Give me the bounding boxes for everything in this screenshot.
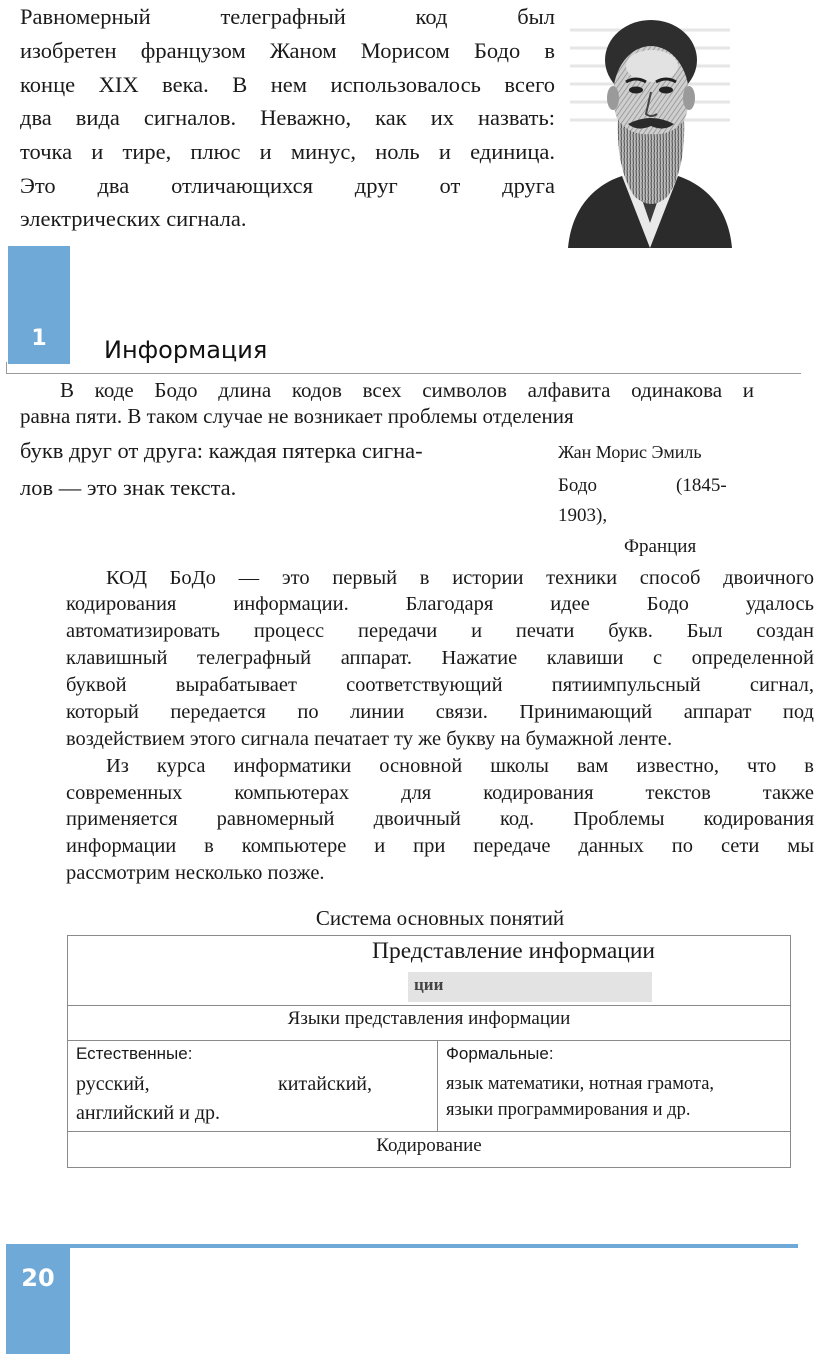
chapter-number: 1	[31, 326, 47, 351]
baudot-line: равна пяти. В таком случае не возникает проблемы отделения	[20, 404, 574, 428]
chapter-divider-tick	[6, 362, 7, 374]
intro-line: изобретен французом Жаном Морисом Бодо в	[20, 38, 555, 63]
concepts-header: Представление информации	[372, 938, 656, 964]
page-number-tab	[6, 1244, 70, 1354]
caption-surname: Бодо	[558, 475, 598, 496]
paragraph-line: применяется равномерный двоичный код. Проблемы кодирования	[66, 808, 814, 830]
paragraph-line: который передается по линии связи. Принимающий аппарат под	[66, 701, 814, 723]
paragraph-line: КОД БоДо — это первый в истории техники способ двоичного	[106, 567, 814, 589]
intro-line: конце XIX века. В нем использовалось всего	[20, 72, 555, 97]
portrait-image	[560, 8, 740, 248]
paragraph-line: информации в компьютере и при передаче данных по сети мы	[66, 835, 814, 857]
chapter-title: Информация	[104, 336, 268, 364]
intro-line: два вида сигналов. Неважно, как их назвать:	[20, 105, 555, 130]
languages-row: Языки представления информации	[287, 1008, 571, 1029]
formal-item: языки программирования и др.	[446, 1100, 691, 1120]
header-fragment: ции	[414, 975, 444, 994]
intro-line: точка и тире, плюс и минус, ноль и единица.	[20, 139, 555, 164]
paragraph-line: автоматизировать процесс передачи и печати букв. Был создан	[66, 620, 814, 642]
table-divider	[68, 1131, 790, 1132]
table-divider	[68, 1005, 790, 1006]
concepts-title: Система основных понятий	[315, 906, 565, 930]
header-fragment-box	[408, 972, 652, 1002]
page-number: 20	[21, 1264, 55, 1292]
intro-line: электрических сигнала.	[20, 206, 247, 231]
concepts-table	[67, 935, 791, 1168]
coding-row: Кодирование	[376, 1135, 482, 1156]
paragraph-line: Из курса информатики основной школы вам известно, что в	[106, 755, 814, 777]
intro-line: Равномерный телеграфный код был	[20, 4, 555, 29]
formal-label: Формальные:	[446, 1044, 554, 1063]
intro-line: Это два отличающихся друг от друга	[20, 173, 555, 198]
table-column-divider	[437, 1040, 438, 1131]
chapter-divider	[6, 373, 801, 374]
baudot-line: В коде Бодо длина кодов всех символов алфавита одинакова и	[60, 378, 754, 402]
paragraph-line: воздействием этого сигнала печатает ту же букву на бумажной ленте.	[66, 728, 673, 750]
natural-item: китайский,	[278, 1073, 372, 1095]
paragraph-line: клавишный телеграфный аппарат. Нажатие клавиши с определенной	[66, 647, 814, 669]
paragraph-line: рассмотрим несколько позже.	[66, 862, 325, 884]
paragraph-line: современных компьютерах для кодирования текстов также	[66, 782, 814, 804]
natural-item: русский,	[76, 1073, 150, 1095]
baudot-line: букв друг от друга: каждая пятерка сигна-	[20, 438, 423, 463]
formal-item: язык математики, нотная грамота,	[446, 1074, 715, 1094]
natural-item: английский и др.	[76, 1102, 221, 1124]
paragraph-line: буквой вырабатывает соответствующий пятиимпульсный сигнал,	[66, 674, 814, 696]
caption-country: Франция	[624, 536, 697, 557]
caption-years-end: 1903),	[558, 505, 608, 526]
caption-years-start: (1845-	[676, 475, 727, 496]
paragraph-line: кодирования информации. Благодаря идее Бодо удалось	[66, 593, 814, 615]
baudot-line: лов — это знак текста.	[20, 475, 237, 500]
caption-name: Жан Морис Эмиль	[558, 442, 702, 462]
natural-label: Естественные:	[76, 1044, 193, 1063]
table-divider	[68, 1040, 790, 1041]
footer-rule	[6, 1244, 798, 1248]
